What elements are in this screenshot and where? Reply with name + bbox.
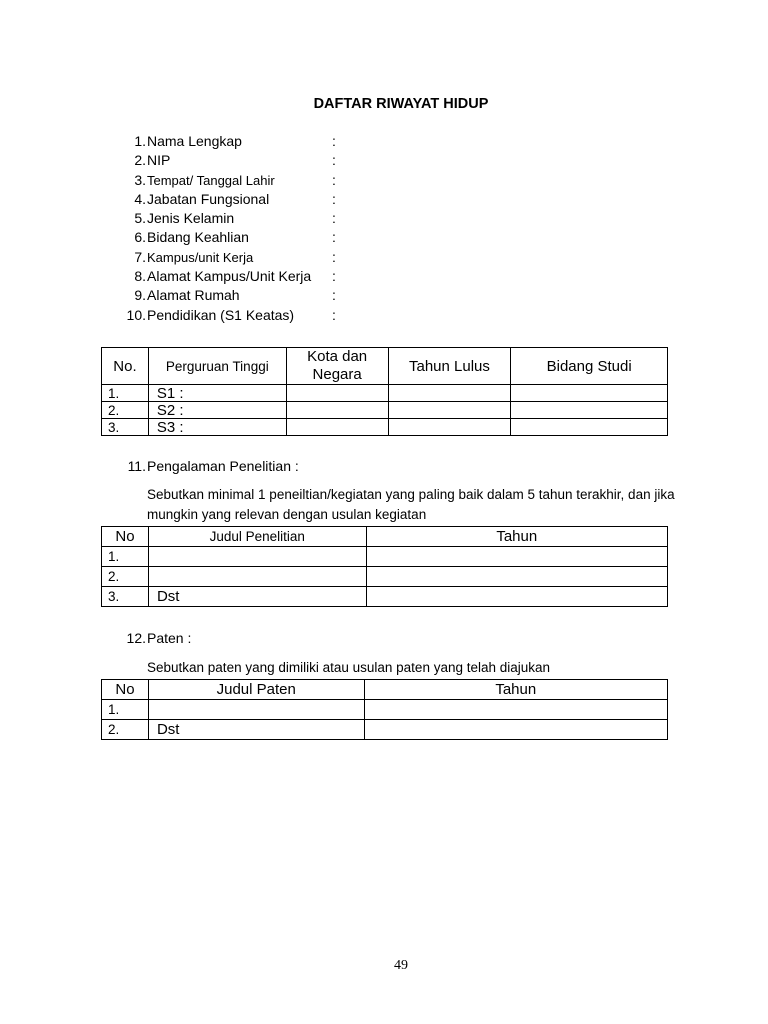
research-instruction — [147, 485, 677, 525]
year-cell[interactable] — [366, 547, 667, 567]
instruction-line: mungkin yang relevan dengan usulan kegiatan — [147, 507, 427, 522]
document-title: DAFTAR RIWAYAT HIDUP — [313, 96, 489, 112]
personal-fields-list — [124, 132, 384, 325]
year-cell[interactable] — [364, 720, 667, 740]
page-number: 49 — [394, 958, 408, 973]
field-colon: : — [332, 190, 336, 207]
research-section-heading — [124, 458, 424, 476]
field-colon: : — [332, 152, 336, 169]
table-row — [102, 385, 668, 402]
field-colon: : — [332, 171, 336, 188]
field-number: 2. — [134, 152, 146, 169]
row-number: 2. — [102, 720, 149, 740]
empty-cell[interactable] — [388, 385, 511, 402]
field-label: Bidang Keahlian — [147, 229, 249, 246]
instruction-line: Sebutkan minimal 1 peneiltian/kegiatan yang paling baik dalam 5 tahun terakhir, dan jika — [147, 487, 675, 502]
field-alamat-kampus — [124, 267, 384, 286]
empty-cell[interactable] — [286, 385, 388, 402]
field-label: Alamat Rumah — [147, 287, 240, 304]
empty-cell[interactable] — [511, 419, 668, 436]
section-number: 12. — [126, 630, 146, 646]
field-kampus-unit-kerja — [124, 248, 384, 267]
field-label: Pendidikan (S1 Keatas) — [147, 306, 295, 323]
empty-cell[interactable] — [511, 385, 668, 402]
row-number: 2. — [102, 567, 149, 587]
field-colon: : — [332, 287, 336, 304]
empty-cell[interactable] — [388, 419, 511, 436]
education-table — [101, 347, 668, 436]
field-number: 9. — [134, 287, 146, 304]
empty-cell[interactable] — [388, 402, 511, 419]
field-nama-lengkap — [124, 132, 384, 151]
header-cell: Tahun Lulus — [388, 348, 511, 385]
header-cell: No. — [102, 348, 149, 385]
field-tempat-tanggal-lahir — [124, 171, 384, 190]
field-label: NIP — [147, 152, 171, 169]
field-number: 3. — [134, 171, 146, 188]
field-label: Kampus/unit Kerja — [147, 249, 254, 265]
field-colon: : — [332, 229, 336, 246]
title-cell[interactable]: Dst — [148, 587, 366, 607]
row-number: 1. — [102, 700, 149, 720]
table-header-row — [102, 348, 668, 385]
table-row — [102, 419, 668, 436]
field-colon: : — [332, 133, 336, 149]
section-label: Pengalaman Penelitian : — [147, 458, 299, 474]
patent-table — [101, 679, 668, 740]
empty-cell[interactable] — [511, 402, 668, 419]
field-bidang-keahlian — [124, 228, 384, 247]
empty-cell[interactable] — [286, 402, 388, 419]
field-colon: : — [332, 248, 336, 265]
degree-cell: S2 : — [148, 402, 286, 419]
field-number: 1. — [134, 133, 146, 149]
field-number: 7. — [134, 248, 146, 265]
table-row — [102, 567, 668, 587]
field-pendidikan — [124, 306, 384, 325]
research-table — [101, 526, 668, 607]
field-colon: : — [332, 268, 336, 285]
header-cell: Tahun — [366, 527, 667, 547]
year-cell[interactable] — [366, 567, 667, 587]
header-cell: Judul Penelitian — [148, 527, 366, 547]
field-alamat-rumah — [124, 286, 384, 305]
field-label: Jabatan Fungsional — [147, 190, 270, 207]
degree-cell: S3 : — [148, 419, 286, 436]
header-cell: Judul Paten — [148, 680, 364, 700]
field-label: Jenis Kelamin — [147, 210, 235, 227]
field-colon: : — [332, 306, 336, 323]
title-cell[interactable] — [148, 567, 366, 587]
field-number: 10. — [126, 306, 146, 323]
empty-cell[interactable] — [286, 419, 388, 436]
table-row — [102, 700, 668, 720]
row-number: 3. — [102, 587, 149, 607]
field-number: 6. — [134, 229, 146, 246]
patent-section-heading — [124, 630, 324, 648]
field-label: Alamat Kampus/Unit Kerja — [147, 268, 312, 285]
field-number: 8. — [134, 268, 146, 285]
title-cell[interactable] — [148, 700, 364, 720]
field-number: 4. — [134, 190, 146, 207]
field-number: 5. — [134, 210, 146, 227]
table-row — [102, 720, 668, 740]
field-label: Tempat/ Tanggal Lahir — [147, 172, 275, 188]
section-number: 11. — [127, 458, 146, 474]
header-cell: Perguruan Tinggi — [148, 348, 286, 385]
row-number: 3. — [102, 419, 149, 436]
field-colon: : — [332, 210, 336, 227]
degree-cell: S1 : — [148, 385, 286, 402]
header-cell: Bidang Studi — [511, 348, 668, 385]
row-number: 1. — [102, 547, 149, 567]
table-row — [102, 547, 668, 567]
title-cell[interactable]: Dst — [148, 720, 364, 740]
title-cell[interactable] — [148, 547, 366, 567]
table-row — [102, 402, 668, 419]
table-row — [102, 587, 668, 607]
header-cell — [286, 348, 388, 385]
field-jenis-kelamin — [124, 209, 384, 228]
year-cell[interactable] — [366, 587, 667, 607]
field-label: Nama Lengkap — [147, 133, 242, 149]
row-number: 2. — [102, 402, 149, 419]
header-cell-text: Kota dan Negara — [307, 348, 368, 383]
header-cell: No — [102, 527, 149, 547]
year-cell[interactable] — [364, 700, 667, 720]
header-cell: Tahun — [364, 680, 667, 700]
section-label: Paten : — [147, 630, 192, 646]
field-jabatan-fungsional — [124, 190, 384, 209]
patent-instruction: Sebutkan paten yang dimiliki atau usulan paten yang telah diajukan — [147, 660, 551, 675]
table-header-row — [102, 680, 668, 700]
table-header-row — [102, 527, 668, 547]
row-number: 1. — [102, 385, 149, 402]
field-nip — [124, 151, 384, 170]
header-cell: No — [102, 680, 149, 700]
